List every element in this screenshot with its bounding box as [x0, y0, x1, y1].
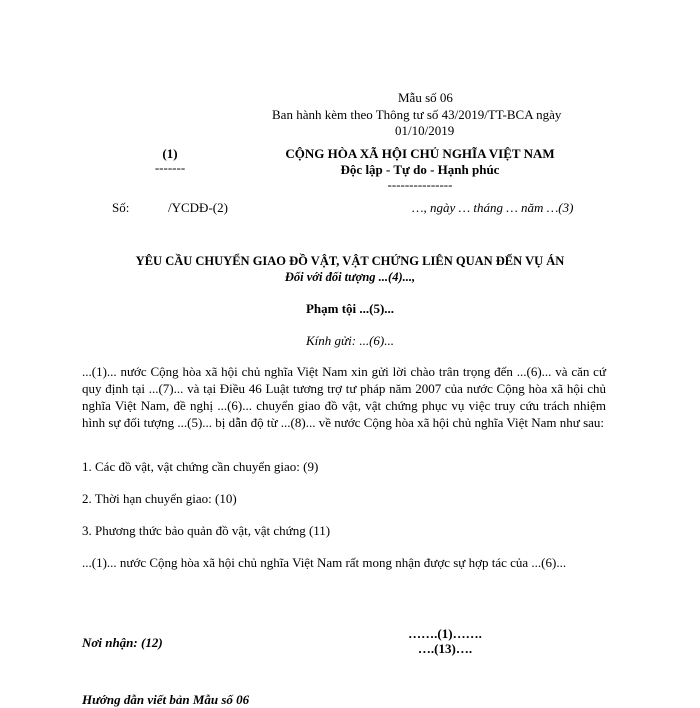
issued-with-line1: Ban hành kèm theo Thông tư số 43/2019/TT-BCA ngày [272, 107, 562, 122]
intro-paragraph: ...(1)... nước Cộng hòa xã hội chủ nghĩa Việt Nam xin gửi lời chào trân trọng đến ...(6)... và căn cứ quy định tại ...(7)... và tại Điều 46 Luật tương trợ tư pháp năm 2007 của nước Cộng hòa xã hội chủ nghĩa Việt Nam, đề nghị ...(6)... chuyển giao đồ vật, vật chứng phục vụ việc truy cứu trách nhiệm hình sự đối tượng ...(5)... bị dẫn độ từ ...(8)... về nước Cộng hòa xã hội chủ nghĩa Việt Nam như sau: [82, 364, 606, 430]
next-section-heading: Hướng dẫn viết bản Mẫu số 06 [82, 692, 250, 707]
crime-line: Phạm tội ...(5)... [305, 301, 395, 316]
document-number-value: /YCDĐ-(2) [168, 200, 228, 215]
document-title: YÊU CẦU CHUYỂN GIAO ĐỒ VẬT, VẬT CHỨNG LIÊN QUAN ĐẾN VỤ ÁN [135, 254, 565, 268]
recipient-line [60, 333, 640, 349]
recipient-text: Kính gửi: ...(6)... [306, 333, 394, 348]
agency-name: (1) [162, 146, 178, 161]
signer-name: ….(13)…. [417, 641, 473, 656]
document-number-label: Số: [112, 200, 130, 215]
item-1: 1. Các đồ vật, vật chứng cần chuyển giao: (9) [82, 459, 319, 474]
recipients-label: Nơi nhận: (12) [82, 635, 163, 650]
agency-rule: ------- [154, 160, 186, 175]
signing-agency: …….(1)……. [408, 626, 482, 641]
nation-title: CỘNG HÒA XÃ HỘI CHỦ NGHĨA VIỆT NAM [285, 146, 555, 161]
item-3: 3. Phương thức bảo quản đồ vật, vật chứng (11) [82, 523, 331, 538]
place-date: …, ngày … tháng … năm …(3) [412, 200, 574, 215]
form-number: Mẫu số 06 [398, 90, 453, 105]
item-2: 2. Thời hạn chuyển giao: (10) [82, 491, 237, 506]
national-motto: Độc lập - Tự do - Hạnh phúc [340, 162, 500, 177]
closing-paragraph: ...(1)... nước Cộng hòa xã hội chủ nghĩa Việt Nam rất mong nhận được sự hợp tác của ...(6)... [82, 555, 567, 570]
motto-rule: --------------- [387, 177, 453, 192]
issued-with-line2: 01/10/2019 [395, 123, 455, 138]
document-subject: Đối với đối tượng ...(4)..., [284, 270, 416, 284]
